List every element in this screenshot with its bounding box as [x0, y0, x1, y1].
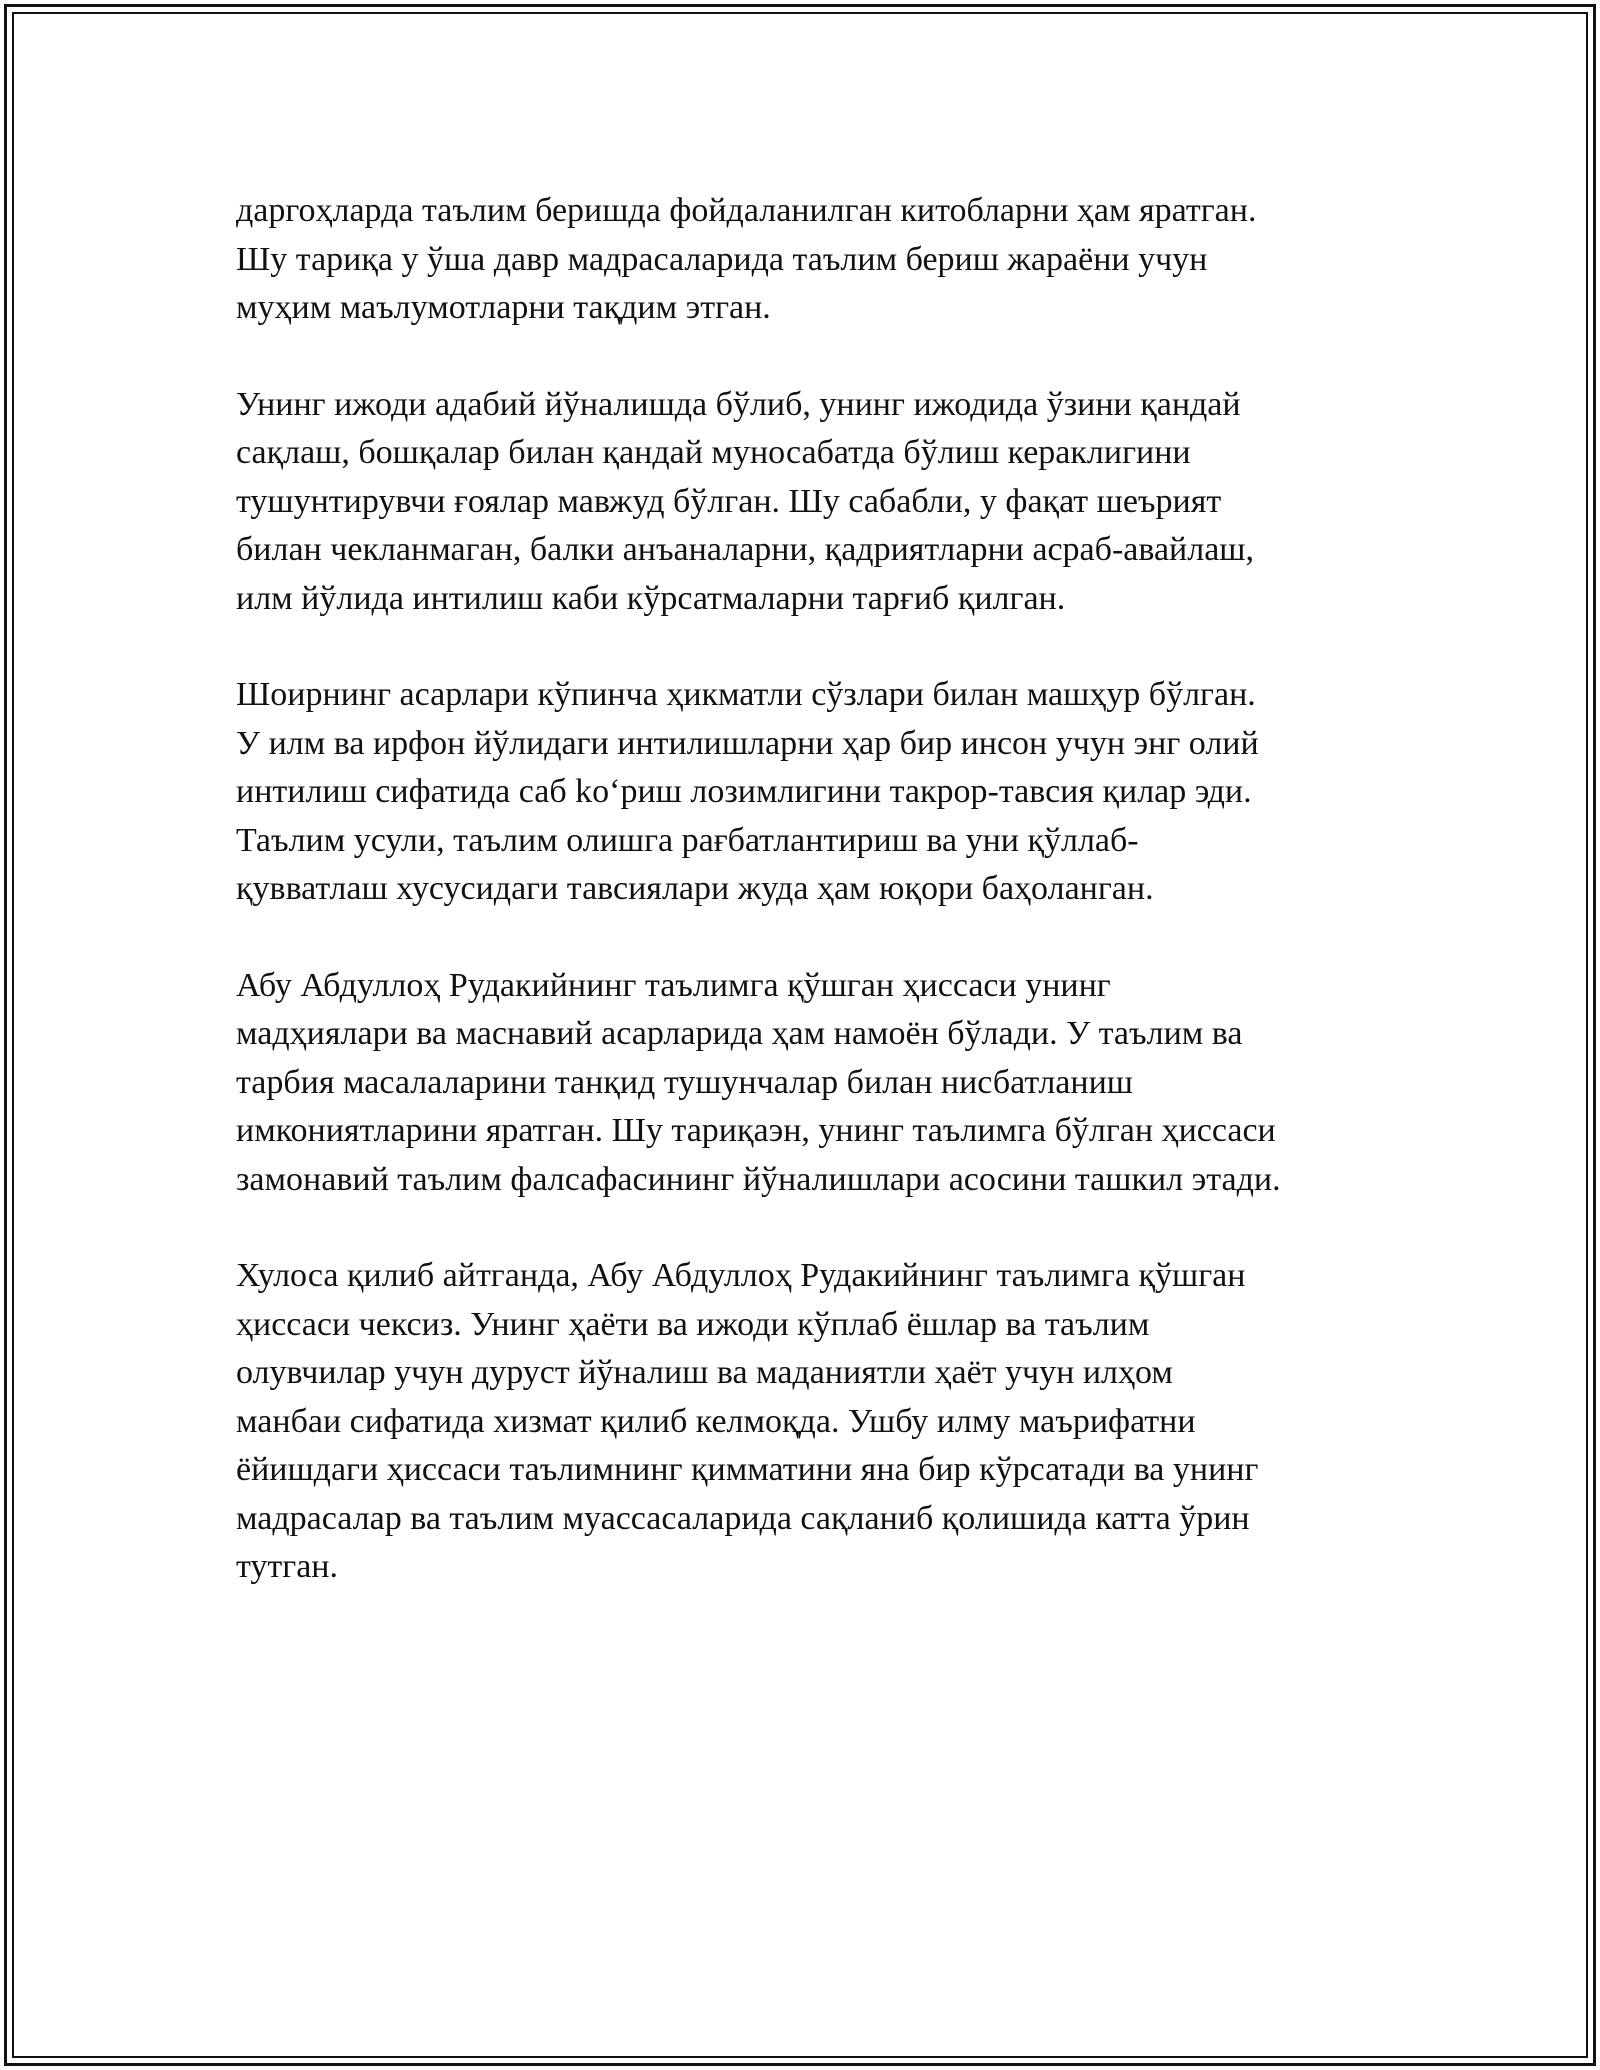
text-line: тарбия масалаларини танқид тушунчалар билан нисбатланиш — [236, 1063, 1133, 1101]
text-line: Хулоса қилиб айтганда, Абу Абдуллоҳ Рудакийнинг таълимга қўшган — [236, 1257, 1246, 1294]
text-line: қувватлаш хусусидаги тавсиялари жуда ҳам юқори баҳоланган. — [236, 870, 1154, 907]
text-line: илм йўлида интилиш каби кўрсатмаларни тарғиб қилган. — [236, 579, 1066, 617]
paragraph-2 — [236, 381, 1396, 624]
text-line: У илм ва ирфон йўлидаги интилишларни ҳар бир инсон учун энг олий — [236, 724, 1259, 762]
text-line: мадҳиялари ва маснавий асарларида ҳам намоён бўлади. У таълим ва — [236, 1015, 1243, 1052]
text-line: ёйишдаги ҳиссаси таълимнинг қимматини яна бир кўрсатади ва унинг — [236, 1451, 1259, 1488]
text-line: даргоҳларда таълим беришда фойдаланилган китобларни ҳам яратган. — [236, 192, 1257, 229]
text-line: сақлаш, бошқалар билан қандай муносабатда бўлиш кераклигини — [236, 434, 1191, 471]
text-line: имкониятларини яратган. Шу тариқаэн, унинг таълимга бўлган ҳиссаси — [236, 1112, 1276, 1149]
text-line: тушунтирувчи ғоялар мавжуд бўлган. Шу сабабли, у фақат шеърият — [236, 482, 1222, 520]
paragraph-3 — [236, 671, 1396, 914]
text-line: мадрасалар ва таълим муассасаларида сақланиб қолишида катта ўрин — [236, 1499, 1250, 1537]
text-line: Таълим усули, таълим олишга рағбатлантириш ва уни қўллаб- — [236, 821, 1139, 859]
text-line: тутган. — [236, 1548, 338, 1585]
text-line: интилиш сифатида саб koʻриш лозимлигини такрор-тавсия қилар эди. — [236, 773, 1252, 810]
text-line: ҳиссаси чексиз. Унинг ҳаёти ва ижоди кўплаб ёшлар ва таълим — [236, 1305, 1150, 1343]
text-line: Абу Абдуллоҳ Рудакийнинг таълимга қўшган ҳиссаси унинг — [236, 966, 1111, 1004]
paragraph-4 — [236, 962, 1396, 1205]
text-line: олувчилар учун дуруст йўналиш ва маданиятли ҳаёт учун илҳом — [236, 1354, 1173, 1391]
paragraph-1 — [236, 187, 1396, 333]
text-line: замонавий таълим фалсафасининг йўналишлари асосини ташкил этади. — [236, 1160, 1281, 1198]
text-line: муҳим маълумотларни тақдим этган. — [236, 289, 771, 326]
text-line: Шу тариқа у ўша давр мадрасаларида таълим бериш жараёни учун — [236, 240, 1208, 278]
text-line: Унинг ижоди адабий йўналишда бўлиб, унинг ижодида ўзини қандай — [236, 385, 1241, 423]
text-line: Шоирнинг асарлари кўпинча ҳикматли сўзлари билан машҳур бўлган. — [236, 676, 1256, 713]
text-line: манбаи сифатида хизмат қилиб келмоқда. Ушбу илму маърифатни — [236, 1402, 1196, 1440]
text-line: билан чекланмаган, балки анъаналарни, қадриятларни асраб-авайлаш, — [236, 531, 1254, 568]
document-body — [236, 187, 1396, 1640]
paragraph-5 — [236, 1252, 1396, 1592]
